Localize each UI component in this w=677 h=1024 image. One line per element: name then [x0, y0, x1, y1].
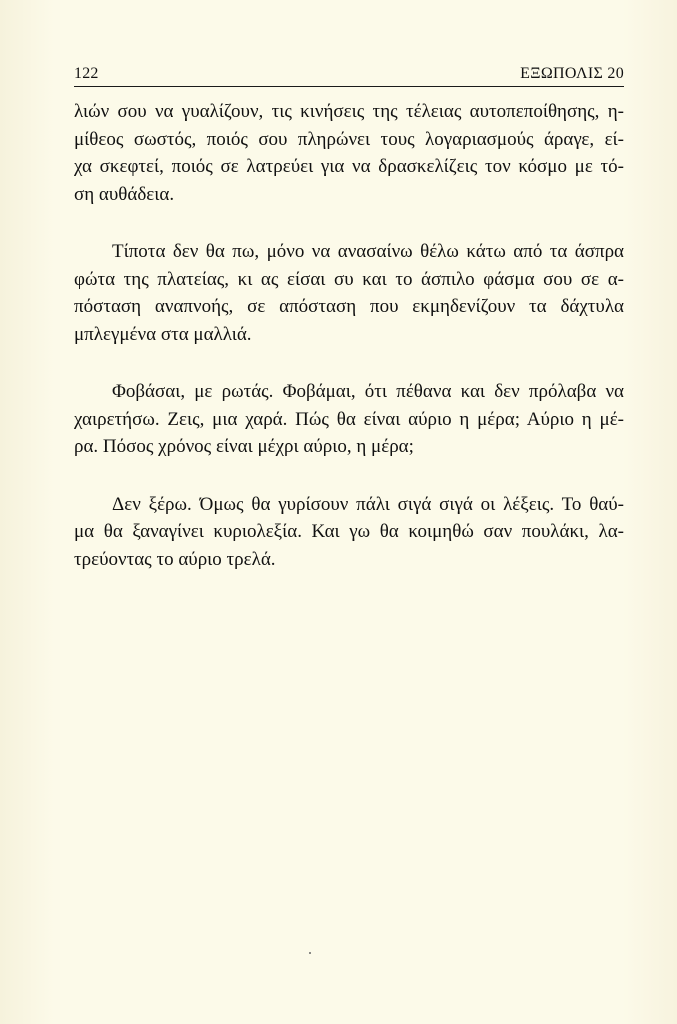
text-line: ρα. Πόσος χρόνος είναι μέχρι αύριο, η μέρα; [74, 436, 414, 457]
text-line: χαιρετήσω. Ζεις, μια χαρά. Πώς θα είναι αύριο η μέρα; Αύριο η μέ- [74, 408, 624, 430]
page-header [74, 64, 624, 88]
text-line: Τίποτα δεν θα πω, μόνο να ανασαίνω θέλω κάτω από τα άσπρα [112, 241, 624, 262]
text-line: φώτα της πλατείας, κι ας είσαι συ και το άσπιλο φάσμα σου σε α- [74, 268, 624, 290]
text-line: Δεν ξέρω. Όμως θα γυρίσουν πάλι σιγά σιγά οι λέξεις. Το θαύ- [112, 493, 624, 515]
paper-speck [309, 952, 311, 954]
paragraph-4 [74, 491, 624, 574]
header-rule [74, 86, 624, 87]
body-text [74, 98, 624, 603]
text-line: μίθεος σωστός, ποιός σου πληρώνει τους λογαριασμούς άραγε, εί- [74, 128, 624, 150]
running-title: ΕΞΩΠΟΛΙΣ 20 [520, 65, 624, 82]
paragraph-1 [74, 98, 624, 208]
text-line: μα θα ξαναγίνει κυριολεξία. Και γω θα κοιμηθώ σαν πουλάκι, λα- [74, 521, 624, 542]
text-line: τρεύοντας το αύριο τρελά. [74, 548, 276, 570]
text-line: ση αυθάδεια. [74, 183, 175, 205]
text-line: λιών σου να γυαλίζουν, τις κινήσεις της τέλειας αυτοπεποίθησης, η- [74, 101, 624, 122]
paragraph-3 [74, 378, 624, 461]
text-line: χα σκεφτεί, ποιός σε λατρεύει για να δρασκελίζεις τον κόσμο με τό- [74, 156, 624, 177]
text-line: μπλεγμένα στα μαλλιά. [74, 323, 252, 345]
page-number: 122 [74, 65, 99, 82]
text-line: πόσταση αναπνοής, σε απόσταση που εκμηδενίζουν τα δάχτυλα [74, 296, 624, 317]
text-line: Φοβάσαι, με ρωτάς. Φοβάμαι, ότι πέθανα και δεν πρόλαβα να [112, 381, 624, 402]
paragraph-2 [74, 238, 624, 348]
